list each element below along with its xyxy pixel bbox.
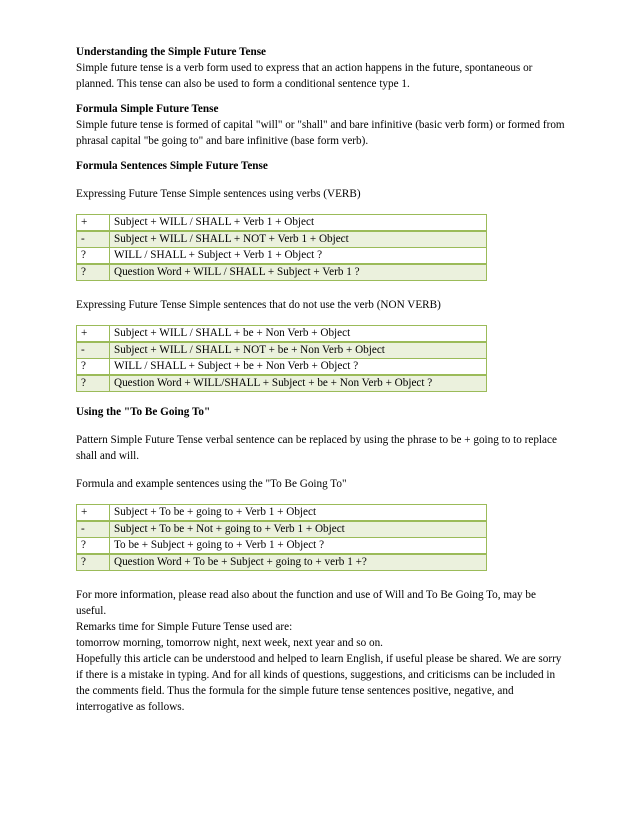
section-heading-going-to: Using the "To Be Going To" [76,406,211,418]
intro-going-to-formulas: Formula and example sentences using the "To Be Going To" [76,478,347,490]
table-cell-symbol: - [77,342,110,359]
table-cell-formula: Subject + To be + going to + Verb 1 + Object [110,505,487,522]
section-heading-formula: Formula Simple Future Tense [76,103,219,115]
table-cell-formula: WILL / SHALL + Subject + be + Non Verb + Object ? [110,359,487,376]
table-cell-formula: To be + Subject + going to + Verb 1 + Object ? [110,538,487,555]
table-verb-formulas [76,214,487,281]
table-row [77,554,487,571]
paragraph-formula: Simple future tense is formed of capital "will" or "shall" and bare infinitive (basic verb form) or formed from phrasal capital "be going to" and bare infinitive (base form verb). [76,119,565,147]
table-cell-symbol: - [77,231,110,248]
table-cell-formula: Subject + WILL / SHALL + Verb 1 + Object [110,215,487,232]
table-row [77,538,487,555]
table-cell-symbol: ? [77,359,110,376]
table-cell-symbol: ? [77,554,110,571]
table-row [77,505,487,522]
table-row [77,359,487,376]
closing-remarks-label: Remarks time for Simple Future Tense used are: [76,621,293,633]
table-going-to-formulas [76,504,487,571]
table-cell-formula: Question Word + WILL / SHALL + Subject + Verb 1 ? [110,264,487,281]
intro-verb-sentences: Expressing Future Tense Simple sentences using verbs (VERB) [76,188,361,200]
table-cell-symbol: ? [77,264,110,281]
paragraph-going-to: Pattern Simple Future Tense verbal sentence can be replaced by using the phrase to be + going to to replace shall and will. [76,434,557,462]
table-cell-symbol: ? [77,375,110,392]
table-cell-symbol: + [77,326,110,343]
table-row [77,248,487,265]
paragraph-understanding: Simple future tense is a verb form used to express that an action happens in the future, spontaneous or planned. This tense can also be used to form a conditional sentence type 1. [76,62,533,90]
table-cell-symbol: ? [77,538,110,555]
table-cell-formula: Question Word + To be + Subject + going to + verb 1 +? [110,554,487,571]
intro-nonverb-sentences: Expressing Future Tense Simple sentences that do not use the verb (NON VERB) [76,299,441,311]
table-cell-formula: WILL / SHALL + Subject + Verb 1 + Object ? [110,248,487,265]
table-row [77,264,487,281]
table-cell-symbol: ? [77,248,110,265]
section-heading-formula-sentences: Formula Sentences Simple Future Tense [76,160,268,172]
table-nonverb-formulas [76,325,487,392]
table-cell-symbol: + [77,505,110,522]
table-row [77,521,487,538]
table-row [77,342,487,359]
table-cell-formula: Subject + WILL / SHALL + be + Non Verb + Object [110,326,487,343]
closing-time-remarks: tomorrow morning, tomorrow night, next week, next year and so on. [76,637,383,649]
table-cell-symbol: - [77,521,110,538]
table-cell-formula: Subject + WILL / SHALL + NOT + be + Non Verb + Object [110,342,487,359]
table-row [77,326,487,343]
section-heading-understanding: Understanding the Simple Future Tense [76,46,267,58]
table-row [77,231,487,248]
table-cell-symbol: + [77,215,110,232]
table-cell-formula: Question Word + WILL/SHALL + Subject + be + Non Verb + Object ? [110,375,487,392]
table-cell-formula: Subject + To be + Not + going to + Verb 1 + Object [110,521,487,538]
table-row [77,215,487,232]
table-row [77,375,487,392]
table-cell-formula: Subject + WILL / SHALL + NOT + Verb 1 + Object [110,231,487,248]
document-content [76,44,566,715]
closing-paragraph-hope: Hopefully this article can be understood and helped to learn English, if useful please be shared. We are sorry if there is a mistake in typing. And for all kinds of questions, suggestions, and criticisms can be included in the comments field. Thus the formula for the simple future tense sentences positive, negative, and interrogative as follows. [76,653,562,713]
closing-paragraph-more-info: For more information, please read also about the function and use of Will and To Be Going To, may be useful. [76,589,536,617]
